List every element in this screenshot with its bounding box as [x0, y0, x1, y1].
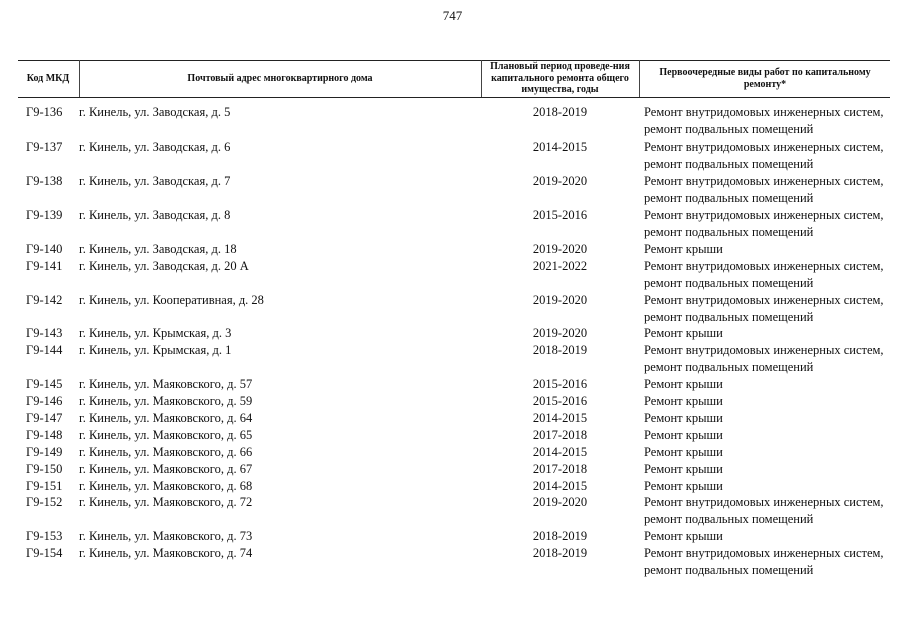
row-code: Г9-154: [26, 546, 63, 560]
row-works: Ремонт внутридомовых инженерных систем, ремонт подвальных помещений: [644, 259, 884, 290]
row-period: 2014-2015: [532, 479, 588, 493]
row-works: Ремонт крыши: [644, 411, 723, 425]
row-address: г. Кинель, ул. Маяковского, д. 65: [79, 428, 253, 442]
row-code: Г9-145: [26, 377, 63, 391]
row-code: Г9-152: [26, 495, 63, 509]
row-period: 2021-2022: [532, 259, 588, 273]
row-address: г. Кинель, ул. Заводская, д. 8: [79, 208, 231, 222]
row-address: г. Кинель, ул. Крымская, д. 1: [79, 343, 232, 357]
row-works: Ремонт внутридомовых инженерных систем, ремонт подвальных помещений: [644, 546, 884, 577]
row-code: Г9-143: [26, 326, 63, 340]
row-period: 2019-2020: [532, 174, 588, 188]
row-works: Ремонт крыши: [644, 428, 723, 442]
row-address: г. Кинель, ул. Маяковского, д. 57: [79, 377, 253, 391]
row-period: 2019-2020: [532, 293, 588, 307]
row-period: 2018-2019: [532, 343, 588, 357]
row-works: Ремонт внутридомовых инженерных систем, ремонт подвальных помещений: [644, 140, 884, 171]
row-address: г. Кинель, ул. Заводская, д. 7: [79, 174, 231, 188]
row-works: Ремонт крыши: [644, 394, 723, 408]
header-works: Первоочередные виды работ по капитальному ремонту*: [659, 67, 871, 90]
row-period: 2015-2016: [532, 377, 588, 391]
row-code: Г9-142: [26, 293, 63, 307]
row-address: г. Кинель, ул. Маяковского, д. 64: [79, 411, 253, 425]
row-period: 2015-2016: [532, 394, 588, 408]
row-period: 2019-2020: [532, 242, 588, 256]
row-period: 2014-2015: [532, 445, 588, 459]
row-code: Г9-149: [26, 445, 63, 459]
row-address: г. Кинель, ул. Заводская, д. 6: [79, 140, 231, 154]
row-period: 2019-2020: [532, 326, 588, 340]
page-number: 747: [442, 8, 463, 23]
row-works: Ремонт внутридомовых инженерных систем, ремонт подвальных помещений: [644, 343, 884, 374]
row-code: Г9-144: [26, 343, 63, 357]
row-code: Г9-137: [26, 140, 63, 154]
row-address: г. Кинель, ул. Маяковского, д. 73: [79, 529, 253, 543]
row-period: 2019-2020: [532, 495, 588, 509]
row-address: г. Кинель, ул. Крымская, д. 3: [79, 326, 232, 340]
header-address: Почтовый адрес многоквартирного дома: [187, 72, 373, 84]
row-period: 2014-2015: [532, 411, 588, 425]
row-works: Ремонт внутридомовых инженерных систем, ремонт подвальных помещений: [644, 293, 884, 324]
row-period: 2017-2018: [532, 462, 588, 476]
row-period: 2018-2019: [532, 529, 588, 543]
row-address: г. Кинель, ул. Заводская, д. 20 А: [79, 259, 249, 273]
row-code: Г9-153: [26, 529, 63, 543]
row-period: 2017-2018: [532, 428, 588, 442]
row-address: г. Кинель, ул. Маяковского, д. 74: [79, 546, 253, 560]
row-address: г. Кинель, ул. Кооперативная, д. 28: [79, 293, 264, 307]
header-period: Плановый период проведе-ния капитального ремонта общего имущества, годы: [490, 61, 630, 96]
row-period: 2015-2016: [532, 208, 588, 222]
row-works: Ремонт крыши: [644, 529, 723, 543]
row-period: 2018-2019: [532, 105, 588, 119]
row-code: Г9-150: [26, 462, 63, 476]
row-address: г. Кинель, ул. Маяковского, д. 72: [79, 495, 253, 509]
row-code: Г9-141: [26, 259, 63, 273]
row-works: Ремонт внутридомовых инженерных систем, ремонт подвальных помещений: [644, 174, 884, 205]
row-works: Ремонт крыши: [644, 479, 723, 493]
row-period: 2018-2019: [532, 546, 588, 560]
row-address: г. Кинель, ул. Маяковского, д. 67: [79, 462, 253, 476]
row-address: г. Кинель, ул. Маяковского, д. 59: [79, 394, 253, 408]
header-code: Код МКД: [26, 72, 70, 84]
row-works: Ремонт внутридомовых инженерных систем, ремонт подвальных помещений: [644, 105, 884, 136]
row-code: Г9-140: [26, 242, 63, 256]
row-works: Ремонт крыши: [644, 326, 723, 340]
row-code: Г9-146: [26, 394, 63, 408]
row-code: Г9-147: [26, 411, 63, 425]
row-code: Г9-136: [26, 105, 63, 119]
row-works: Ремонт крыши: [644, 462, 723, 476]
row-works: Ремонт крыши: [644, 242, 723, 256]
row-address: г. Кинель, ул. Маяковского, д. 68: [79, 479, 253, 493]
row-code: Г9-151: [26, 479, 63, 493]
row-address: г. Кинель, ул. Маяковского, д. 66: [79, 445, 253, 459]
row-works: Ремонт крыши: [644, 445, 723, 459]
row-works: Ремонт крыши: [644, 377, 723, 391]
row-code: Г9-148: [26, 428, 63, 442]
row-address: г. Кинель, ул. Заводская, д. 5: [79, 105, 231, 119]
row-works: Ремонт внутридомовых инженерных систем, ремонт подвальных помещений: [644, 495, 884, 526]
row-works: Ремонт внутридомовых инженерных систем, ремонт подвальных помещений: [644, 208, 884, 239]
row-address: г. Кинель, ул. Заводская, д. 18: [79, 242, 237, 256]
row-code: Г9-139: [26, 208, 63, 222]
row-period: 2014-2015: [532, 140, 588, 154]
row-code: Г9-138: [26, 174, 63, 188]
